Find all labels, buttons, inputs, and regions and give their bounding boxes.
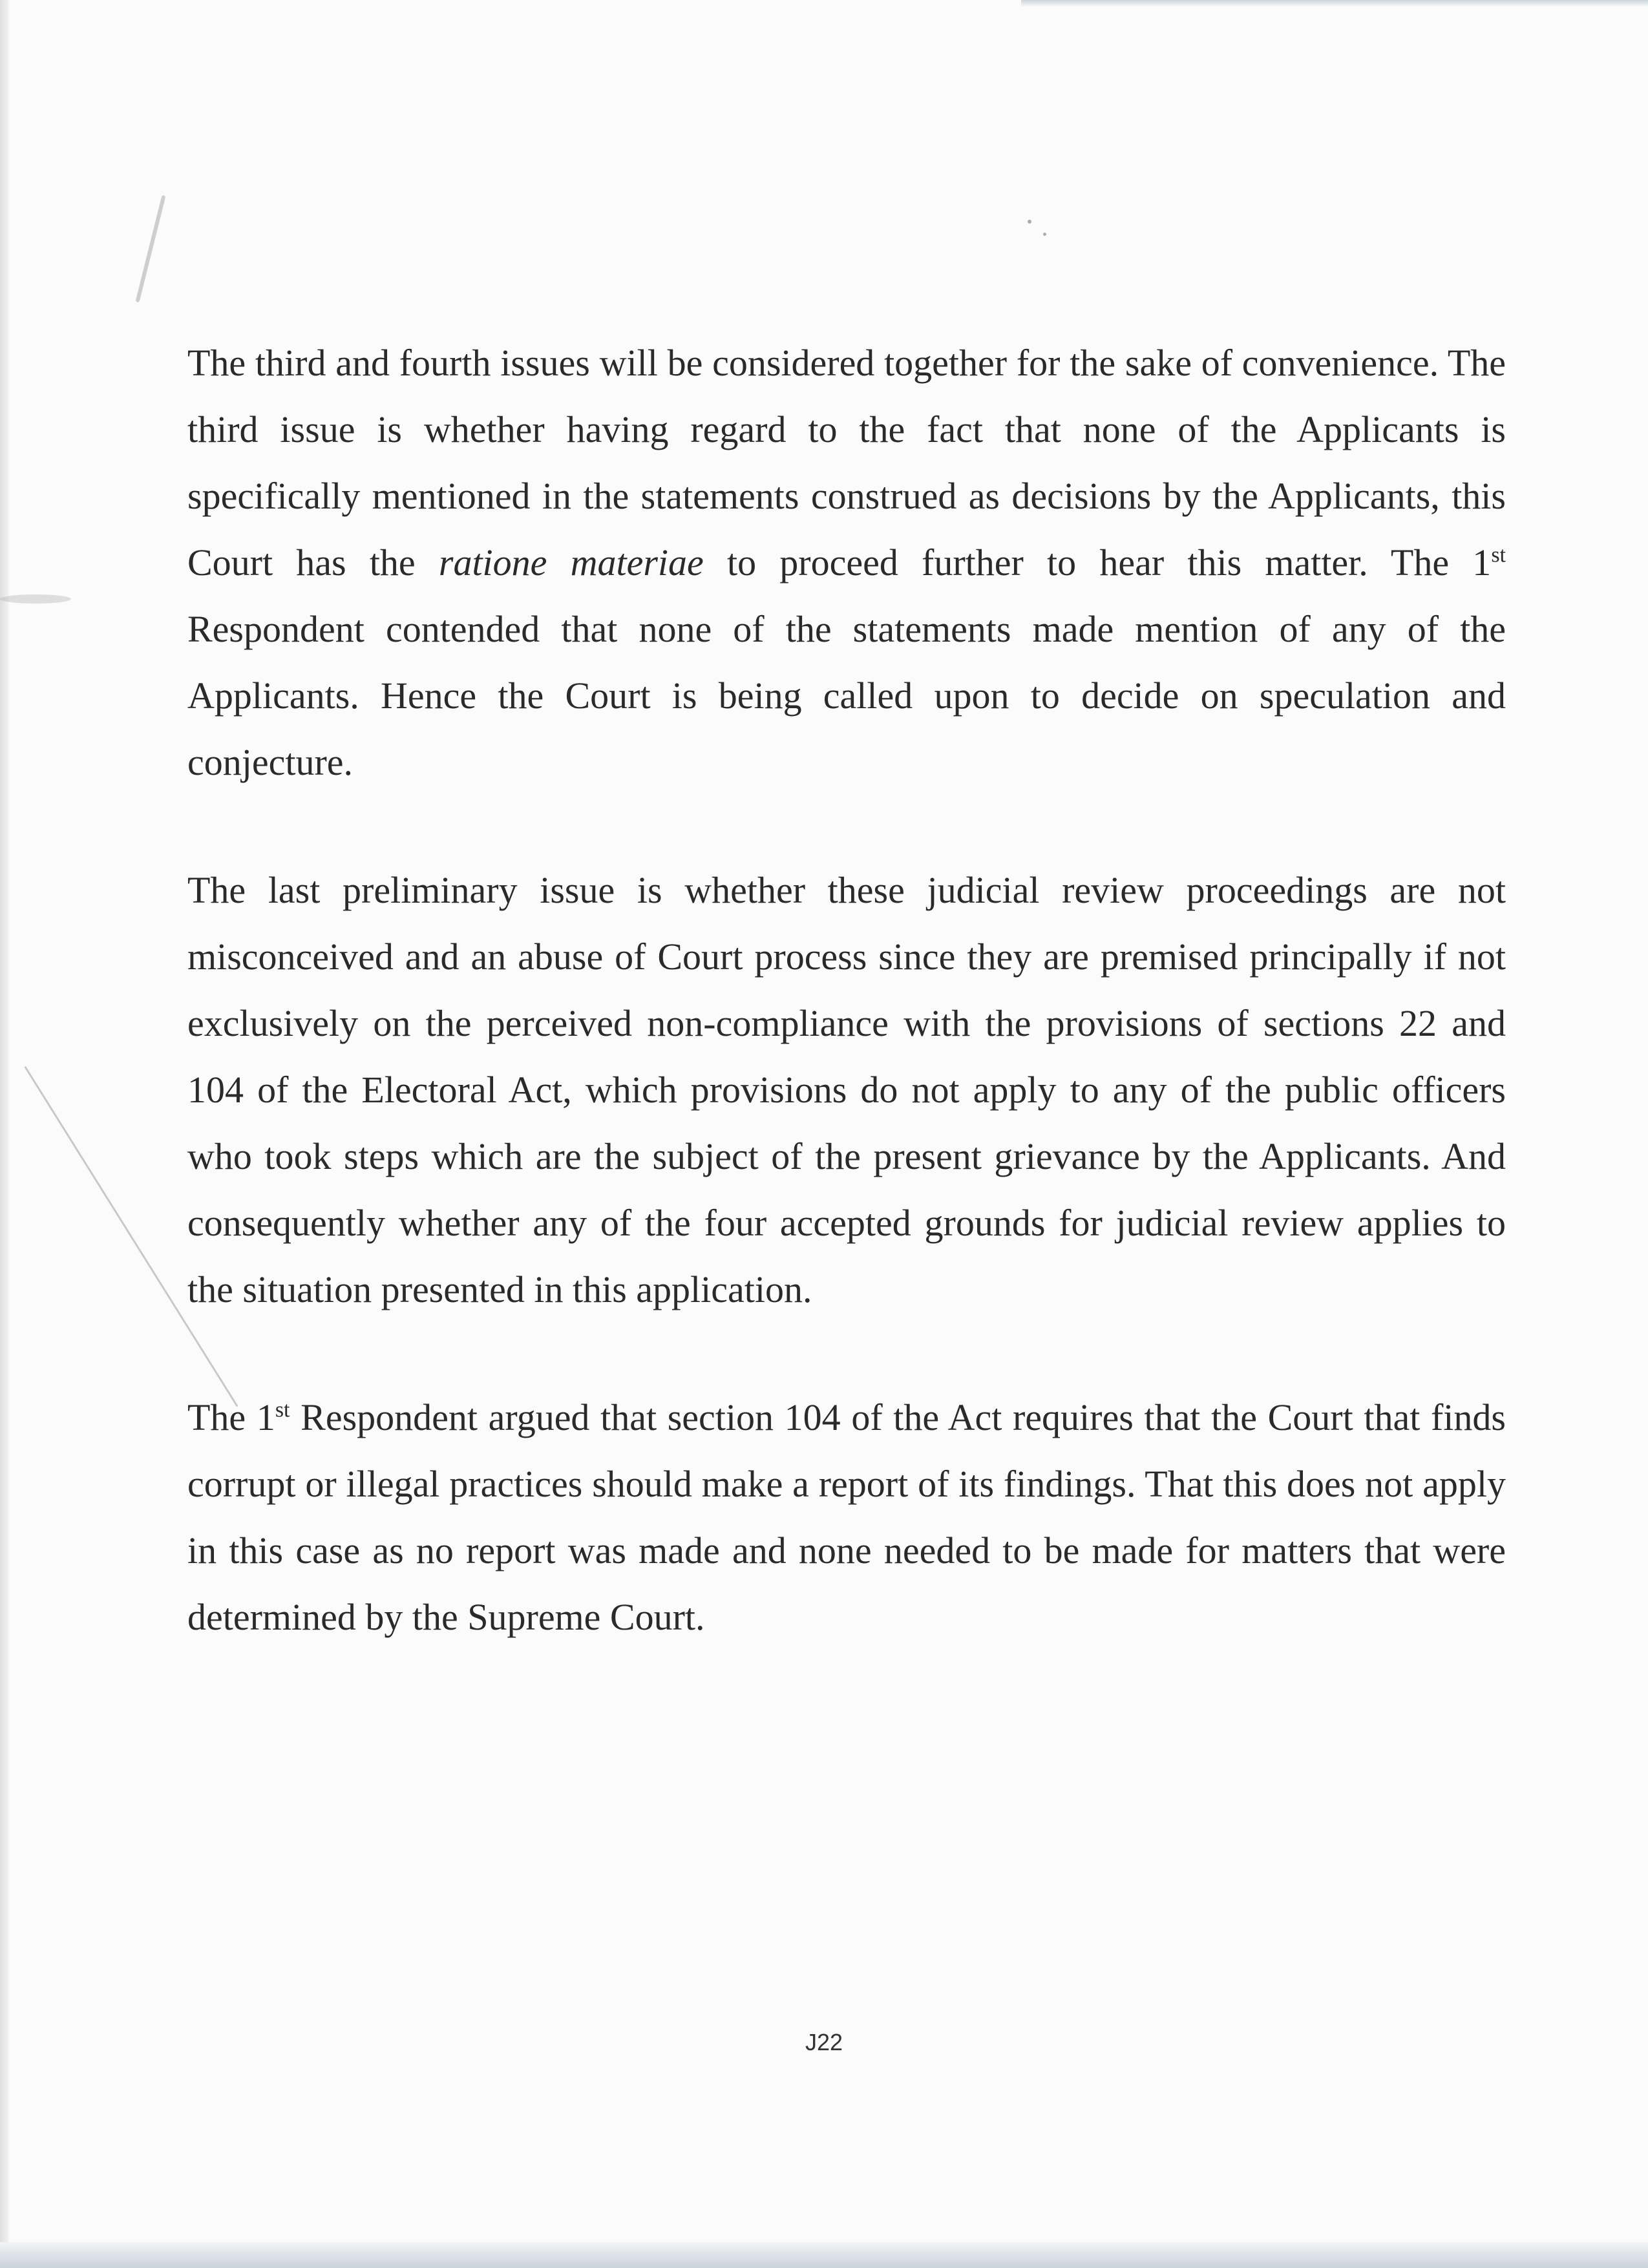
scan-smudge [136, 195, 166, 302]
text-segment: Respondent argued that section 104 of the Act requires that the Court that finds corrupt or illegal practices should make a report of its findings. That this does not apply in this case as no report was made and none needed to be made for matters that were determined by the Supreme Court. [187, 1396, 1506, 1638]
text-segment: The third and fourth issues will be considered together for the sake of convenience. The third issue is whether having regard to the fact that none of the Applicants is specifically mentioned in the statements construed as decisions by the Applicants, this Court has the [187, 342, 1506, 583]
scan-edge-bottom [0, 2242, 1648, 2268]
scan-speck [1028, 220, 1031, 224]
paragraph-last-preliminary-issue [187, 857, 1506, 1323]
paragraph-third-fourth-issues [187, 330, 1506, 795]
body-text [187, 330, 1506, 1712]
ordinal-superscript: st [275, 1398, 290, 1422]
scan-speck [1043, 233, 1046, 236]
ordinal-superscript: st [1491, 543, 1506, 567]
paragraph-respondent-argument [187, 1384, 1506, 1650]
text-segment: to proceed further to hear this matter. The 1 [703, 541, 1492, 583]
scan-edge-left [0, 0, 9, 2268]
text-segment: Respondent contended that none of the statements made mention of any of the Applicants. Hence the Court is being called upon to decide on speculation and conjecture. [187, 608, 1506, 783]
scan-smudge [0, 594, 71, 604]
scan-edge-top [1021, 0, 1648, 6]
text-segment: The last preliminary issue is whether these judicial review proceedings are not misconceived and an abuse of Court process since they are premised principally if not exclusively on the perceived non-compliance with the provisions of sections 22 and 104 of the Electoral Act, which provisions do not apply to any of the public officers who took steps which are the subject of the present grievance by the Applicants. And consequently whether any of the four accepted grounds for judicial review applies to the situation presented in this application. [187, 869, 1506, 1310]
page-number: J22 [805, 2029, 843, 2055]
text-segment: The 1 [187, 1396, 275, 1438]
text-segment-italic: ratione materiae [438, 541, 704, 583]
